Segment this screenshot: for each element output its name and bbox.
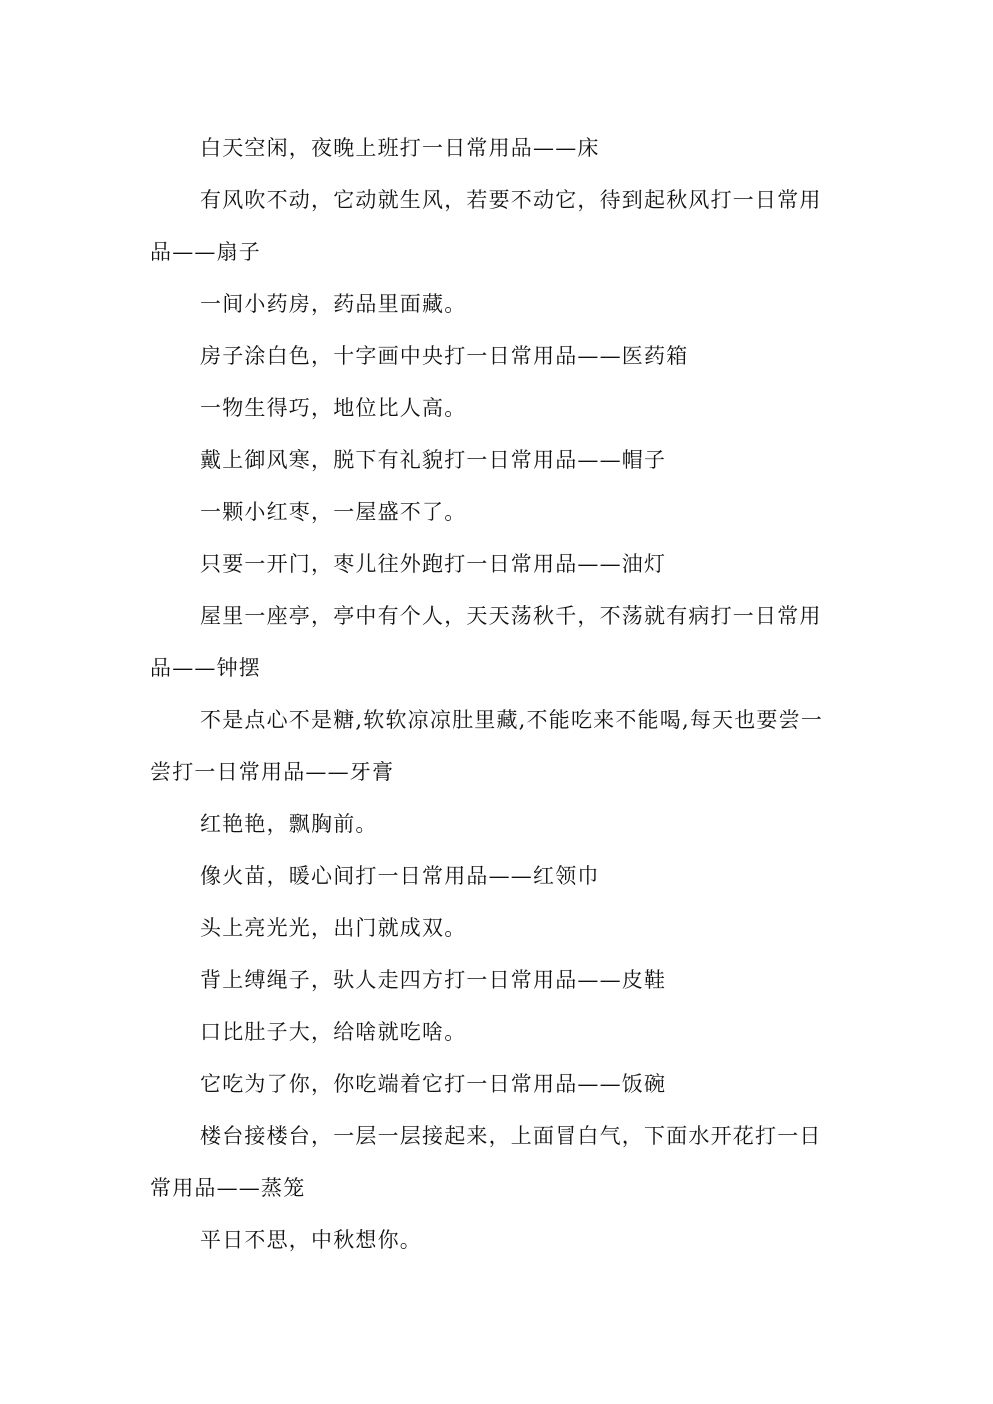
riddle-paragraph: 有风吹不动，它动就生风，若要不动它，待到起秋风打一日常用品——扇子 [150,188,822,264]
riddle-paragraph: 不是点心不是糖,软软凉凉肚里藏,不能吃来不能喝,每天也要尝一尝打一日常用品——牙膏 [150,708,824,784]
riddle-paragraph: 红艳艳，飘胸前。 [200,812,378,836]
riddle-paragraph: 只要一开门，枣儿往外跑打一日常用品——油灯 [200,552,667,576]
riddle-paragraph: 戴上御风寒，脱下有礼貌打一日常用品——帽子 [200,448,667,472]
riddle-paragraph: 房子涂白色，十字画中央打一日常用品——医药箱 [200,344,689,368]
riddle-paragraph: 楼台接楼台，一层一层接起来，上面冒白气，下面水开花打一日常用品——蒸笼 [150,1124,822,1200]
riddle-paragraph: 它吃为了你，你吃端着它打一日常用品——饭碗 [200,1072,667,1096]
document-body [150,122,840,1266]
riddle-paragraph: 一物生得巧，地位比人高。 [200,396,467,420]
riddle-paragraph: 一间小药房，药品里面藏。 [200,292,467,316]
riddle-paragraph: 一颗小红枣，一屋盛不了。 [200,500,467,524]
riddle-paragraph: 口比肚子大，给啥就吃啥。 [200,1020,467,1044]
riddle-paragraph: 背上缚绳子，驮人走四方打一日常用品——皮鞋 [200,968,667,992]
riddle-paragraph: 屋里一座亭，亭中有个人，天天荡秋千，不荡就有病打一日常用品——钟摆 [150,604,822,680]
riddle-paragraph: 白天空闲，夜晚上班打一日常用品——床 [200,136,600,160]
riddle-paragraph: 平日不思，中秋想你。 [200,1228,422,1252]
riddle-paragraph: 头上亮光光，出门就成双。 [200,916,467,940]
riddle-paragraph: 像火苗，暖心间打一日常用品——红领巾 [200,864,600,888]
